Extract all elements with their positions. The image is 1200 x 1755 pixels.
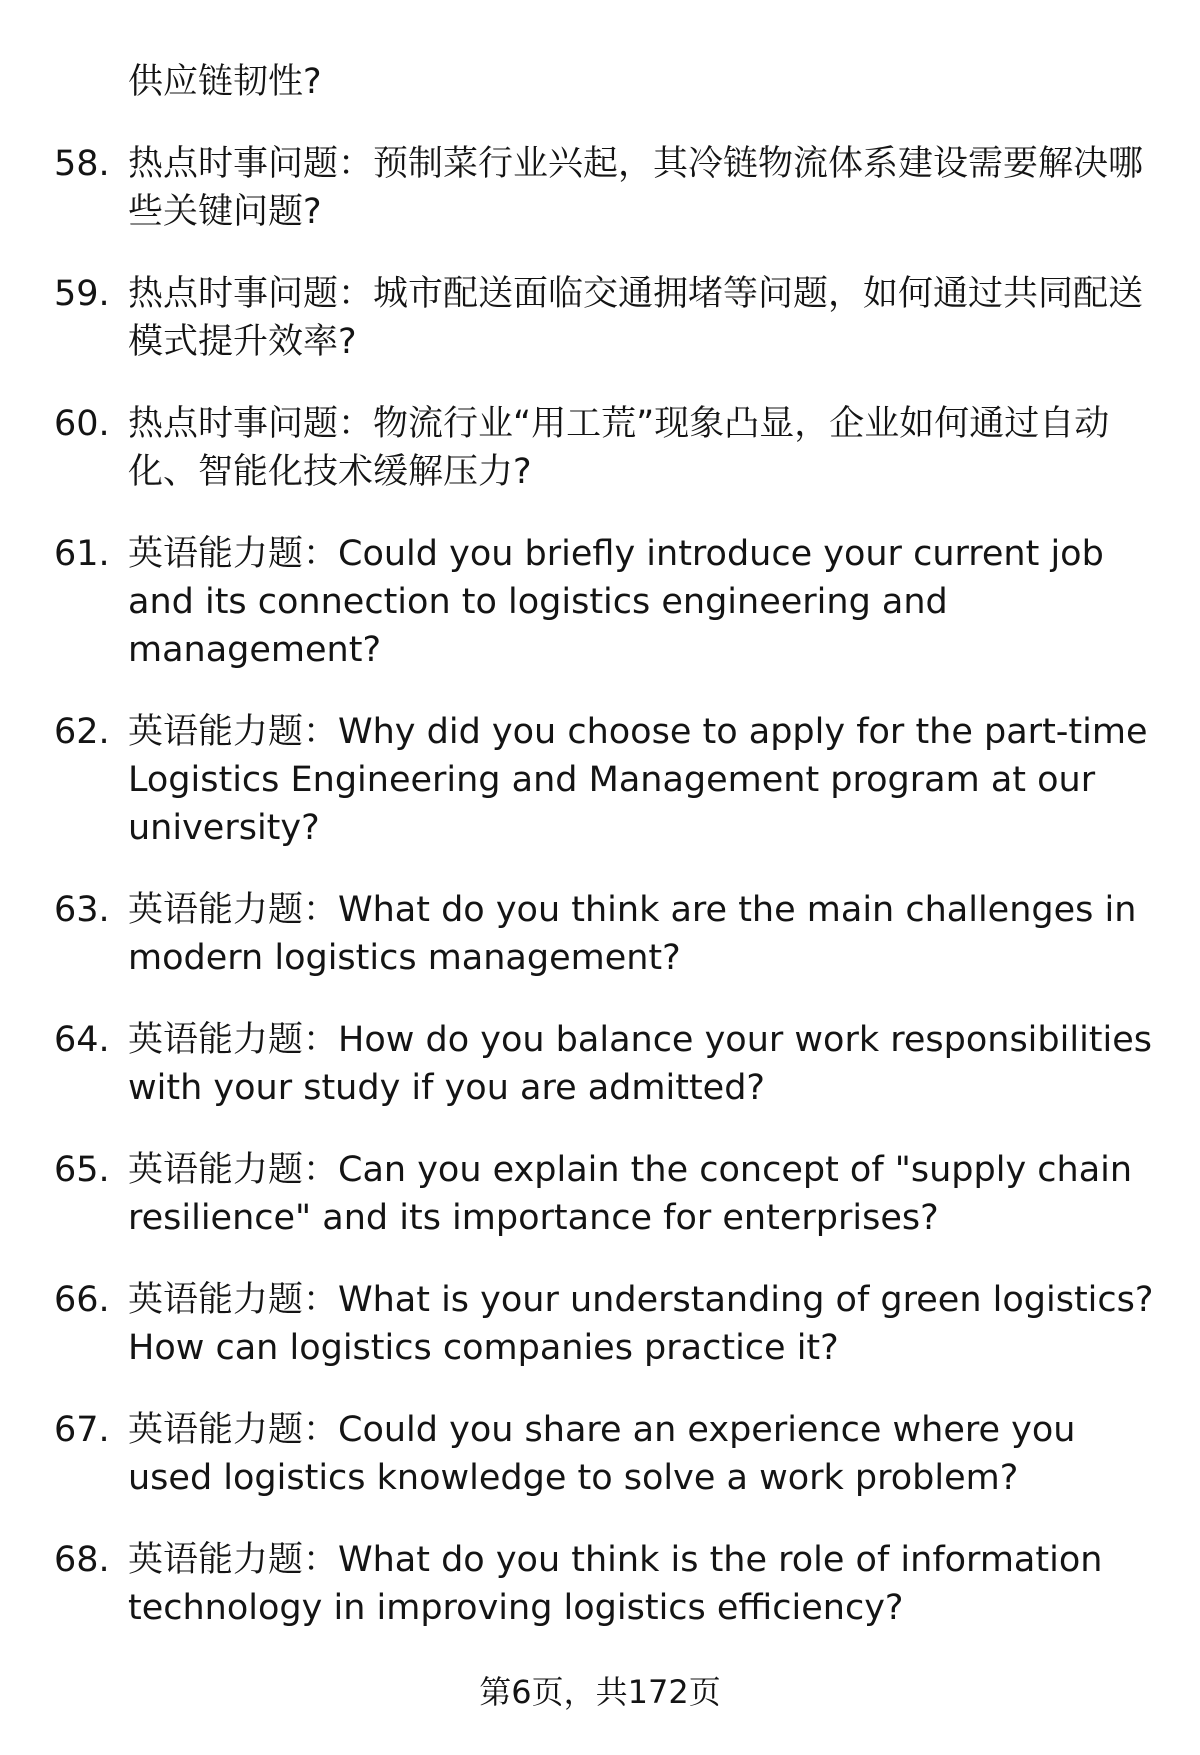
question-text: 英语能力题：Could you share an experience where you used logistics knowledge to solve a work problem? — [128, 1410, 1076, 1498]
question-text: 热点时事问题：预制菜行业兴起，其冷链物流体系建设需要解决哪些关键问题? — [128, 144, 1144, 232]
list-item — [0, 1276, 1200, 1372]
list-item — [0, 400, 1200, 496]
list-item — [0, 708, 1200, 852]
page-footer: 第6页，共172页 — [479, 1673, 721, 1711]
question-number: 68. — [54, 1540, 110, 1580]
question-number: 65. — [54, 1150, 110, 1190]
question-number: 63. — [54, 890, 110, 930]
list-item — [0, 1146, 1200, 1242]
question-text: 热点时事问题：物流行业“用工荒”现象凸显，企业如何通过自动化、智能化技术缓解压力? — [128, 404, 1110, 492]
list-item — [0, 140, 1200, 236]
question-list — [0, 140, 1200, 1666]
question-number: 60. — [54, 404, 110, 444]
list-item — [0, 1016, 1200, 1112]
question-number: 61. — [54, 534, 110, 574]
continuation-text: 供应链韧性? — [128, 62, 322, 102]
list-item — [0, 1406, 1200, 1502]
list-item — [0, 886, 1200, 982]
question-text: 热点时事问题：城市配送面临交通拥堵等问题，如何通过共同配送模式提升效率? — [128, 274, 1144, 362]
question-number: 67. — [54, 1410, 110, 1450]
question-number: 66. — [54, 1280, 110, 1320]
question-number: 59. — [54, 274, 110, 314]
question-number: 58. — [54, 144, 110, 184]
list-item — [0, 530, 1200, 674]
question-text: 英语能力题：Could you briefly introduce your current job and its connection to logistics engineering and management? — [128, 534, 1104, 670]
question-text: 英语能力题：Can you explain the concept of "supply chain resilience" and its importance for enterprises? — [128, 1150, 1133, 1238]
question-text: 英语能力题：Why did you choose to apply for the part-time Logistics Engineering and Management program at our university? — [128, 712, 1148, 848]
question-number: 62. — [54, 712, 110, 752]
question-text: 英语能力题：What do you think are the main challenges in modern logistics management? — [128, 890, 1137, 978]
question-text: 英语能力题：What do you think is the role of information technology in improving logistics efficiency? — [128, 1540, 1103, 1628]
list-item — [0, 1536, 1200, 1632]
question-text: 英语能力题：What is your understanding of green logistics? How can logistics companies practice it? — [128, 1280, 1154, 1368]
question-number: 64. — [54, 1020, 110, 1060]
question-text: 英语能力题：How do you balance your work responsibilities with your study if you are admitted? — [128, 1020, 1153, 1108]
list-item — [0, 270, 1200, 366]
